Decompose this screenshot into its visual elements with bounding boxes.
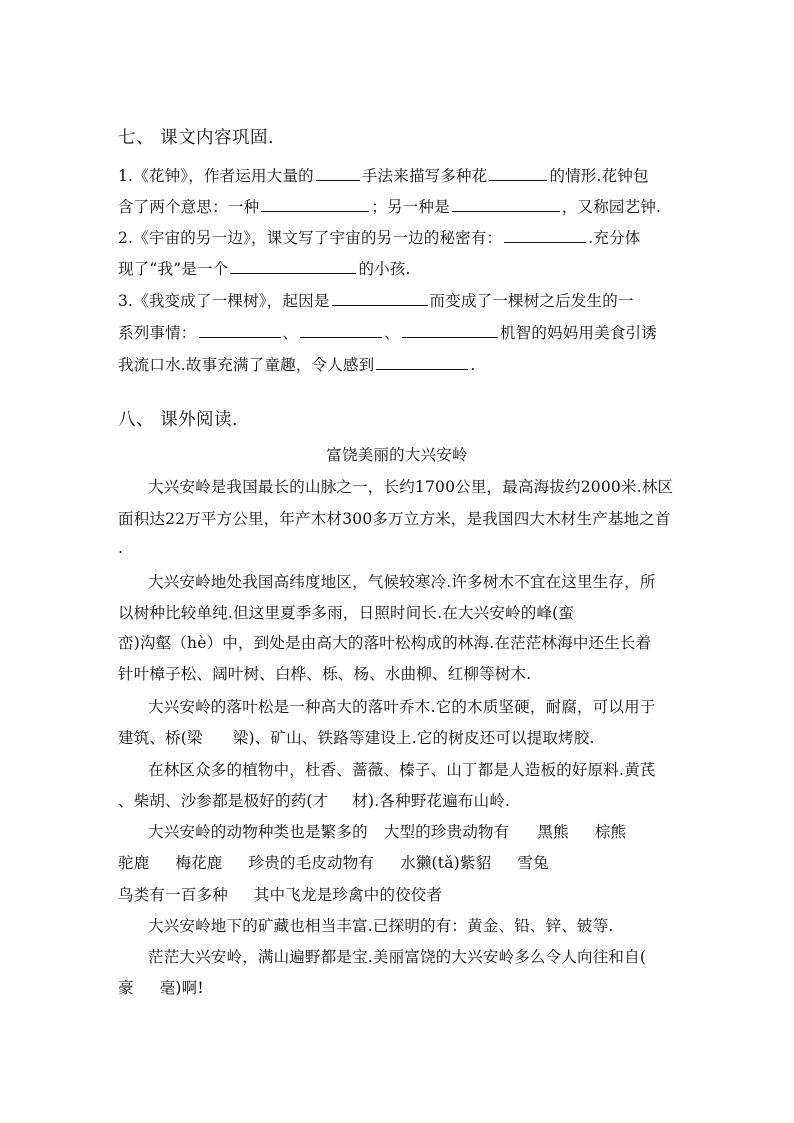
q1-blank-4[interactable] xyxy=(452,196,560,212)
q3-text: 、 xyxy=(282,324,299,342)
q2-text: 的小孩. xyxy=(358,260,411,278)
q3-blank-1[interactable] xyxy=(332,290,428,306)
reading-p5-line xyxy=(118,853,549,873)
q3-blank-4[interactable] xyxy=(402,322,498,338)
reading-p7-line: 茫茫大兴安岭，满山遍野都是宝.美丽富饶的大兴安岭多么令人向往和自( xyxy=(148,948,647,966)
q3-blank-5[interactable] xyxy=(376,354,468,370)
q3-text: . xyxy=(470,356,476,374)
reading-p3-line xyxy=(118,728,595,748)
q2-text: 现了“我”是一个 xyxy=(118,260,229,278)
q3-text: 、 xyxy=(384,324,400,342)
reading-text: 、柴胡、沙参都是极好的药(才 xyxy=(118,792,329,810)
q3-text: 机智的妈妈用美食引诱 xyxy=(499,324,657,342)
q3-line-3 xyxy=(118,354,475,375)
reading-p2-line: 大兴安岭地处我国高纬度地区，气候较寒冷.许多树木不宜在这里生存，所 xyxy=(148,573,656,591)
section-8-heading: 八、 课外阅读. xyxy=(118,410,239,430)
reading-text: 豪 xyxy=(118,979,134,997)
q3-line-1 xyxy=(118,290,634,311)
reading-text: 建筑、桥(梁 xyxy=(118,729,203,747)
reading-p1-line: . xyxy=(118,539,124,557)
q3-blank-3[interactable] xyxy=(300,322,382,338)
q3-text: 而变成了一棵树之后发生的一 xyxy=(429,292,634,310)
q1-blank-1[interactable] xyxy=(316,165,360,181)
q3-text: 3.《我变成了一棵树》，起因是 xyxy=(118,292,330,310)
reading-text: 材).各种野花遍布山岭. xyxy=(352,792,511,810)
q1-line-2 xyxy=(118,196,661,217)
q2-text: 2.《宇宙的另一边》，课文写了宇宙的另一边的秘密有： xyxy=(118,229,503,247)
reading-title: 富饶美丽的大兴安岭 xyxy=(326,446,468,464)
q1-blank-3[interactable] xyxy=(261,196,369,212)
q3-blank-2[interactable] xyxy=(199,322,281,338)
q1-text: 含了两个意思：一种 xyxy=(118,198,260,216)
q2-line-1 xyxy=(118,227,640,248)
reading-text: 雪兔 xyxy=(517,854,549,872)
q1-text: 1.《花钟》，作者运用大量的 xyxy=(118,167,314,185)
reading-text: 黑熊 xyxy=(537,823,569,841)
reading-p5-line xyxy=(118,885,442,905)
reading-text: 毫)啊! xyxy=(159,979,204,997)
q1-text: 手法来描写多种花 xyxy=(361,167,488,185)
reading-text: 大型的珍贵动物有 xyxy=(383,823,510,841)
q3-text: 系列事情： xyxy=(118,324,197,342)
q3-line-2 xyxy=(118,322,657,343)
q2-line-2 xyxy=(118,258,411,279)
reading-text: 梅花鹿 xyxy=(175,854,223,872)
reading-p7-line xyxy=(118,978,204,998)
q1-text: ，又称园艺钟. xyxy=(561,198,662,216)
reading-text: 棕熊 xyxy=(594,823,627,841)
reading-p2-line: 以树种比较单纯.但这里夏季多雨，日照时间长.在大兴安岭的峰(蛮 xyxy=(118,604,575,622)
reading-p1-line: 大兴安岭是我国最长的山脉之一，长约1700公里，最高海拔约2000米.林区 xyxy=(148,478,674,496)
reading-text: 珍贵的毛皮动物有 xyxy=(248,854,375,872)
reading-p3-line: 大兴安岭的落叶松是一种高大的落叶乔木.它的木质坚硬，耐腐，可以用于 xyxy=(148,698,656,716)
reading-text: 其中飞龙是珍禽中的佼佼者 xyxy=(253,886,443,904)
reading-p1-line: 面积达22万平方公里，年产木材300多万立方米，是我国四大木材生产基地之首 xyxy=(118,510,671,528)
q2-blank-2[interactable] xyxy=(230,258,356,274)
q2-blank-1[interactable] xyxy=(504,227,586,243)
reading-p4-line: 在林区众多的植物中，杜香、蔷薇、榛子、山丁都是人造板的好原料.黄芪 xyxy=(148,761,656,779)
section-7-heading: 七、 课文内容巩固. xyxy=(118,128,275,148)
reading-text: 大兴安岭的动物种类也是繁多的 xyxy=(148,823,368,841)
q1-text: ；另一种是 xyxy=(371,198,450,216)
q1-text: 的情形.花钟包 xyxy=(549,167,649,185)
reading-text: 梁)、矿山、铁路等建设上.它的树皮还可以提取烤胶. xyxy=(232,729,595,747)
reading-p6-line: 大兴安岭地下的矿藏也相当丰富.已探明的有：黄金、铅、锌、铍等. xyxy=(148,917,614,935)
reading-p2-line: 针叶樟子松、阔叶树、白桦、栎、杨、水曲柳、红柳等树木. xyxy=(118,665,532,683)
reading-text: 驼鹿 xyxy=(118,854,150,872)
q3-text: 我流口水.故事充满了童趣，令人感到 xyxy=(118,356,375,374)
reading-text: 水獭(tǎ)紫貂 xyxy=(400,854,492,872)
reading-text: 鸟类有一百多种 xyxy=(118,886,228,904)
q2-text: .充分体 xyxy=(588,229,641,247)
reading-p5-line xyxy=(148,822,626,842)
q1-line-1 xyxy=(118,165,649,186)
reading-p4-line xyxy=(118,791,510,811)
reading-p2-line: 峦)沟壑（hè）中，到处是由高大的落叶松构成的林海.在茫茫林海中还生长着 xyxy=(118,634,652,652)
q1-blank-2[interactable] xyxy=(489,165,547,181)
